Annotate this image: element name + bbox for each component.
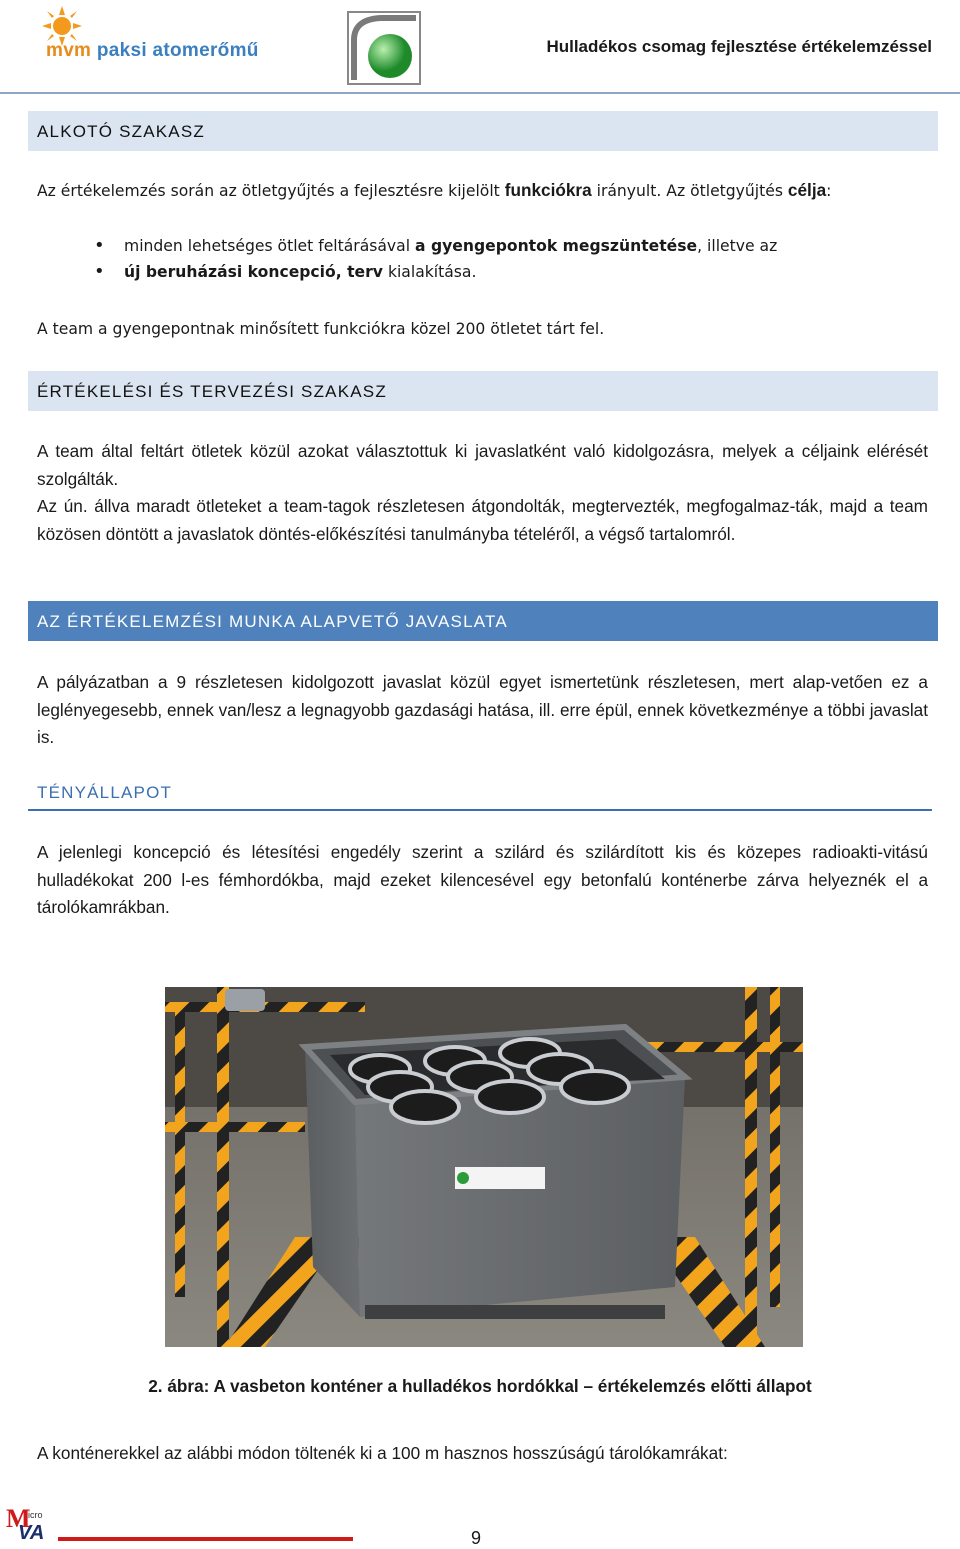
- section-heading-alapveto: AZ ÉRTÉKELEMZÉSI MUNKA ALAPVETŐ JAVASLATA: [28, 601, 938, 641]
- microva-logo: M icro VA: [6, 1504, 45, 1544]
- figure-caption: 2. ábra: A vasbeton konténer a hulladékos hordókkal – értékelemzés előtti állapot: [148, 1376, 812, 1396]
- alkoto-paragraph-2: A team a gyengepontnak minősített funkciókra közel 200 ötletet tárt fel.: [37, 320, 605, 338]
- mvm-logo: [38, 6, 288, 68]
- page-number: 9: [471, 1528, 482, 1548]
- ertekelesi-paragraph-1: A team által feltárt ötletek közül azokat választottuk ki javaslatként való kidolgozásra, melyek a céljaink elérését szolgálták.: [37, 441, 928, 489]
- subsection-underline: [28, 809, 932, 811]
- company-name: mvm paksi atomerőmű: [46, 40, 259, 61]
- header-divider: [0, 92, 960, 94]
- list-item: • új beruházási koncepció, terv kialakítása.: [96, 259, 926, 285]
- list-item: • minden lehetséges ötlet feltárásával a gyengepontok megszüntetése, illetve az: [96, 233, 926, 259]
- ertekelesi-paragraph-2: Az ún. állva maradt ötleteket a team-tagok részletesen átgondolták, megtervezték, megfogalmaz-ták, majd a team közösen döntött a javaslatok döntés-előkészítési tanulmányba tételéről, a végső tartalomról.: [37, 496, 928, 544]
- goals-list: [96, 233, 926, 285]
- section-heading-alkoto: ALKOTÓ SZAKASZ: [28, 111, 938, 151]
- document-title: Hulladékos csomag fejlesztése értékelemzéssel: [546, 37, 932, 56]
- subsection-heading-tenyallapot: TÉNYÁLLAPOT: [37, 783, 173, 802]
- alapveto-paragraph: A pályázatban a 9 részletesen kidolgozott javaslat közül egyet ismertetünk részletesen, mert alap-vetően ez a leglényegesebb, ennek van/lesz a legnagyobb gazdasági hatása, ill. erre épül, ennek következménye a többi javaslat is.: [37, 672, 928, 747]
- tenyallapot-paragraph: A jelenlegi koncepció és létesítési engedély szerint a szilárd és szilárdított kis és közepes radioakti-vitású hulladékokat 200 l-es fémhordókba, majd ezeket kilencesével egy betonfalú konténerbe zárva helyeznék el a tárolókamrákban.: [37, 842, 928, 917]
- footer-divider: [58, 1537, 353, 1541]
- closing-paragraph: A konténerekkel az alábbi módon töltenék ki a 100 m hasznos hosszúságú tárolókamrákat:: [37, 1443, 728, 1463]
- concrete-container-illustration: [165, 987, 803, 1347]
- section-heading-ertekelesi: ÉRTÉKELÉSI ÉS TERVEZÉSI SZAKASZ: [28, 371, 938, 411]
- alkoto-paragraph-1: Az értékelemzés során az ötletgyűjtés a fejlesztésre kijelölt funkciókra irányult. Az ötletgyűjtés célja:: [37, 180, 832, 200]
- plant-logo-icon: [346, 10, 422, 86]
